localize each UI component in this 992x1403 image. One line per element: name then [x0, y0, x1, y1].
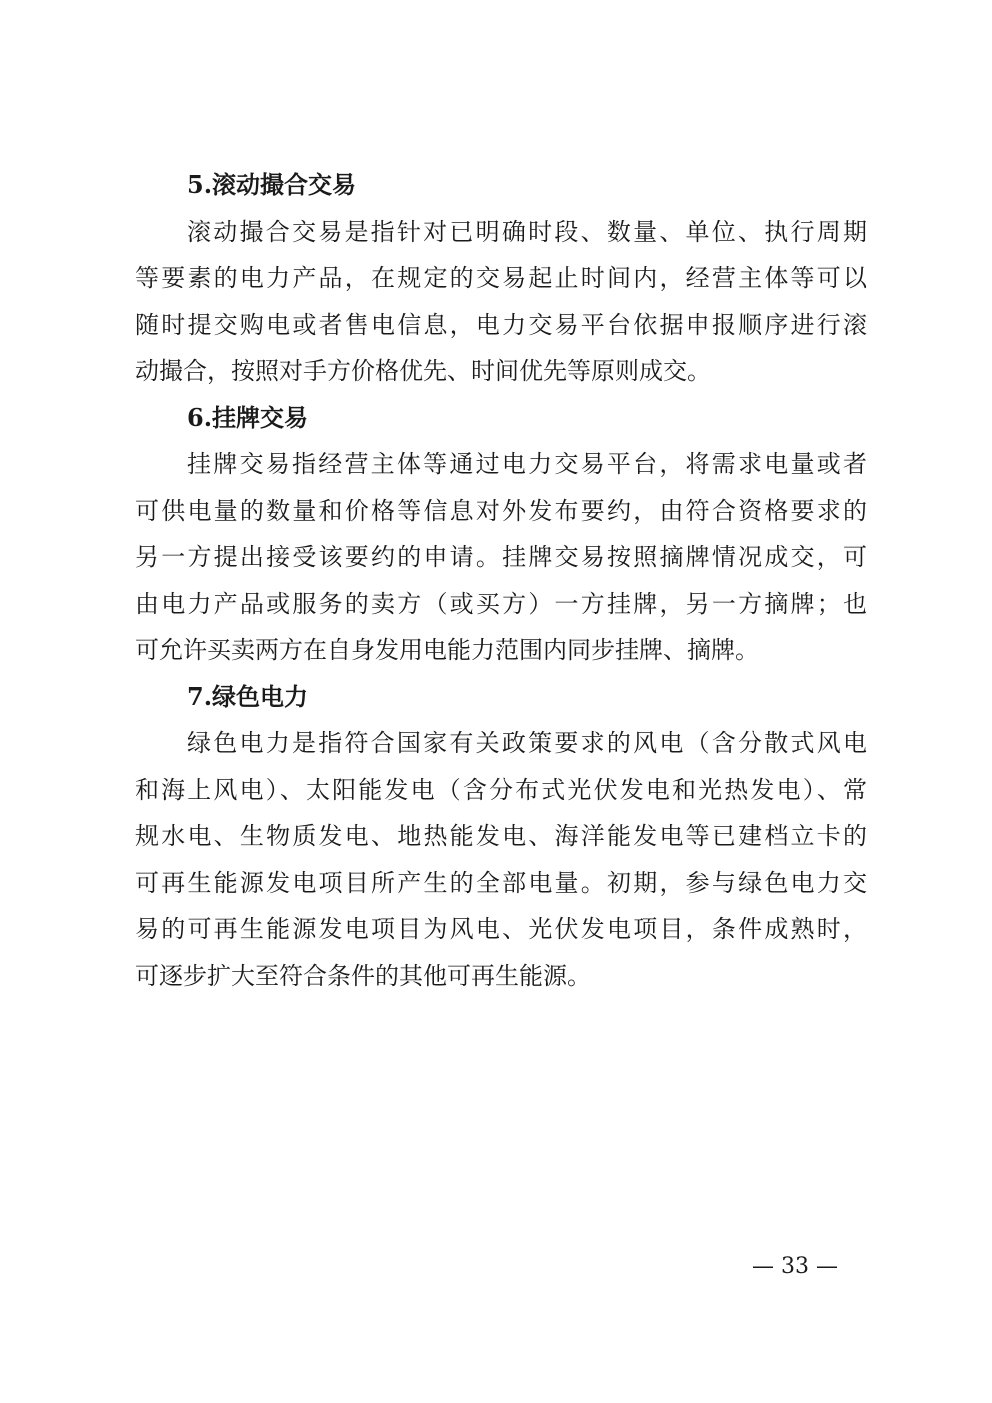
- text-line: 可允许买卖两方在自身发用电能力范围内同步挂牌、摘牌。: [135, 636, 759, 664]
- text-line: 随时提交购电或者售电信息，电力交易平台依据申报顺序进行滚: [135, 310, 867, 339]
- text-line: 滚动撮合交易是指针对已明确时段、数量、单位、执行周期: [187, 217, 867, 246]
- page-number: — 33 —: [752, 1254, 838, 1279]
- text-line: 和海上风电）、太阳能发电（含分布式光伏发电和光热发电）、常: [135, 775, 867, 804]
- section-heading-rolling-matching: 5.滚动撮合交易: [187, 170, 357, 199]
- page-body: [135, 162, 867, 999]
- text-line: 规水电、生物质发电、地热能发电、海洋能发电等已建档立卡的: [135, 822, 867, 850]
- text-line: 可逐步扩大至符合条件的其他可再生能源。: [135, 961, 591, 990]
- section-heading-listing-trade: 6.挂牌交易: [187, 402, 309, 432]
- text-line: 可再生能源发电项目所产生的全部电量。初期，参与绿色电力交: [135, 868, 867, 897]
- text-line: 绿色电力是指符合国家有关政策要求的风电（含分散式风电: [187, 729, 867, 757]
- paragraph-listing-trade: [135, 441, 867, 674]
- text-line: 可供电量的数量和价格等信息对外发布要约，由符合资格要求的: [135, 496, 867, 525]
- text-line: 动撮合，按照对手方价格优先、时间优先等原则成交。: [135, 357, 711, 385]
- text-line: 挂牌交易指经营主体等通过电力交易平台，将需求电量或者: [187, 450, 867, 478]
- section-heading-green-power: 7.绿色电力: [187, 681, 309, 711]
- paragraph-rolling-matching: [135, 209, 867, 395]
- text-line: 易的可再生能源发电项目为风电、光伏发电项目，条件成熟时，: [135, 915, 867, 943]
- text-line: 由电力产品或服务的卖方（或买方）一方挂牌，另一方摘牌；也: [135, 589, 867, 618]
- text-line: 等要素的电力产品，在规定的交易起止时间内，经营主体等可以: [135, 264, 867, 292]
- text-line: 另一方提出接受该要约的申请。挂牌交易按照摘牌情况成交，可: [135, 543, 867, 571]
- paragraph-green-power: [135, 720, 867, 999]
